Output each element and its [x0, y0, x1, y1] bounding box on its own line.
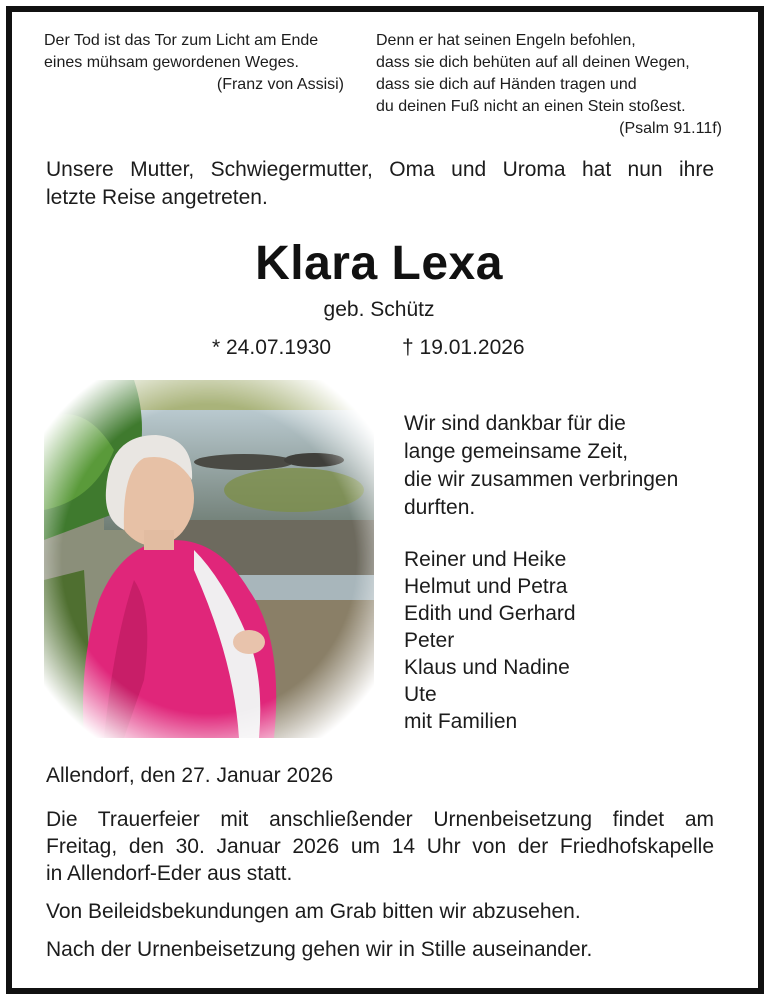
thanks-line: lange gemeinsame Zeit,: [404, 440, 629, 463]
quote-franz-von-assisi: [44, 30, 344, 96]
maiden-name: geb. Schütz: [323, 298, 435, 321]
family-member: Ute: [404, 683, 437, 706]
family-member: Klaus und Nadine: [404, 656, 570, 679]
thanks-line: die wir zusammen verbringen: [404, 468, 679, 491]
birth-date: * 24.07.1930: [212, 336, 332, 359]
quote-psalm: [376, 30, 722, 140]
family-list: [404, 546, 576, 735]
ceremony-line: in Allendorf-Eder aus statt.: [46, 862, 293, 885]
thanks-line: durften.: [404, 496, 476, 519]
intro-line: letzte Reise angetreten.: [46, 186, 268, 209]
closing-note: [46, 936, 714, 963]
family-member: Edith und Gerhard: [404, 602, 576, 625]
deceased-name: Klara Lexa: [255, 237, 503, 290]
ceremony-text: [46, 806, 714, 887]
quote-line: Der Tod ist das Tor zum Licht am Ende: [44, 32, 319, 49]
ceremony-line: Freitag, den 30. Januar 2026 um 14 Uhr von der Friedhofskapelle: [46, 835, 714, 858]
quote-line: Denn er hat seinen Engeln befohlen,: [376, 32, 636, 49]
thanks-line: Wir sind dankbar für die: [404, 412, 626, 435]
family-member: Peter: [404, 629, 455, 652]
intro-text: [46, 156, 714, 212]
family-member: mit Familien: [404, 710, 518, 733]
ceremony-line: Die Trauerfeier mit anschließender Urnenbeisetzung findet am: [46, 808, 714, 831]
quote-line: eines mühsam gewordenen Weges.: [44, 54, 299, 71]
quote-line: du deinen Fuß nicht an einen Stein stoßest.: [376, 98, 686, 115]
quote-attribution: (Psalm 91.11f): [619, 120, 722, 137]
condolence-note: [46, 898, 714, 925]
place-date: Allendorf, den 27. Januar 2026: [46, 764, 334, 787]
intro-line: Unsere Mutter, Schwiegermutter, Oma und Uroma hat nun ihre: [46, 158, 714, 181]
condolence-line: Von Beileidsbekundungen am Grab bitten wir abzusehen.: [46, 900, 581, 923]
closing-line: Nach der Urnenbeisetzung gehen wir in Stille auseinander.: [46, 938, 593, 961]
portrait-photo: [44, 380, 374, 738]
thanks-text: [404, 410, 678, 522]
quote-attribution: (Franz von Assisi): [216, 76, 344, 93]
quote-line: dass sie dich behüten auf all deinen Wegen,: [376, 54, 690, 71]
family-member: Reiner und Heike: [404, 548, 567, 571]
family-member: Helmut und Petra: [404, 575, 568, 598]
quote-line: dass sie dich auf Händen tragen und: [376, 76, 637, 93]
death-date: † 19.01.2026: [402, 336, 525, 359]
